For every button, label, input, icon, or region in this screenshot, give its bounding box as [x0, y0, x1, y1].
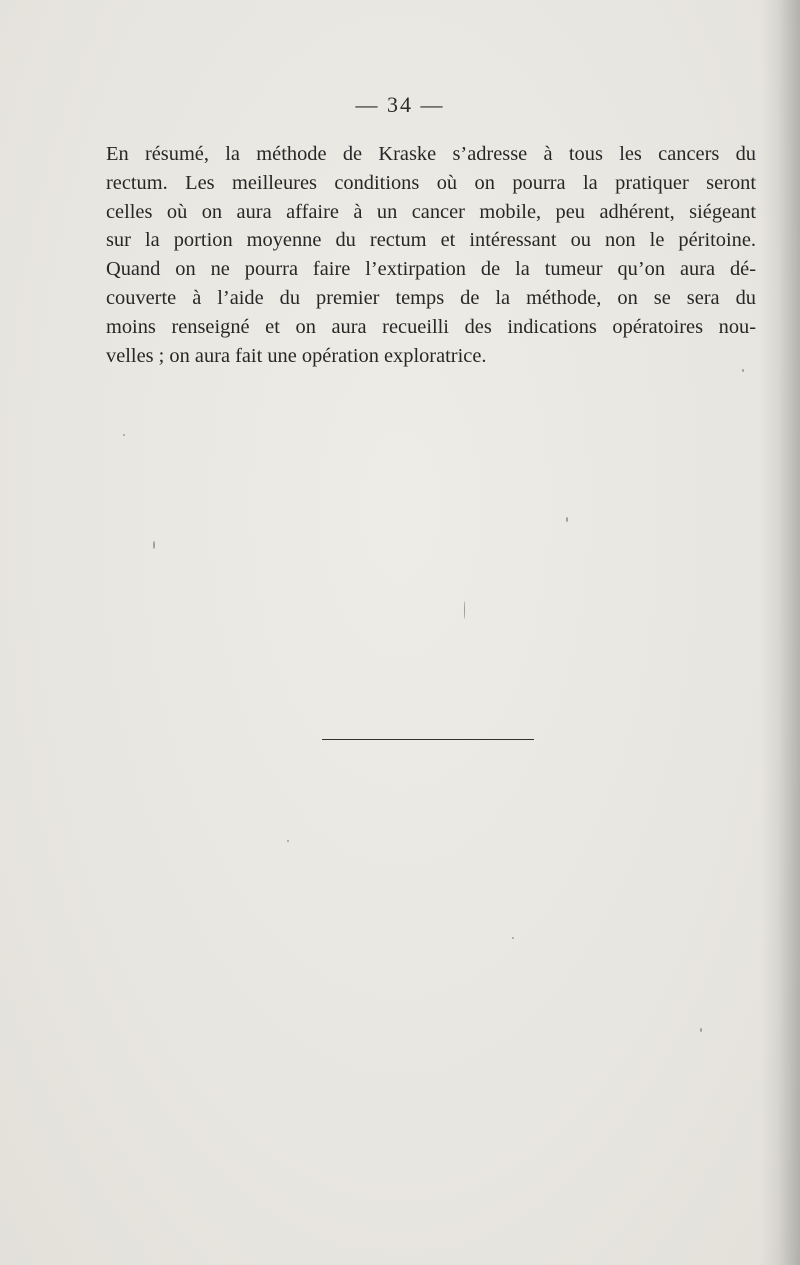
paragraph-line: couverte à l’aide du premier temps de la méthode, on se sera du: [106, 286, 756, 309]
paragraph-line: En résumé, la méthode de Kraske s’adresse à tous les cancers du: [106, 143, 756, 165]
paper-speck: [153, 541, 155, 549]
page-edge-shadow: [760, 0, 800, 1265]
paragraph-line: sur la portion moyenne du rectum et intéressant ou non le péritoine.: [106, 229, 756, 252]
page-number: — 34 —: [355, 92, 445, 117]
paper-speck: [512, 937, 514, 939]
paper-speck: [123, 434, 125, 436]
paragraph-line: Quand on ne pourra faire l’extirpation de la tumeur qu’on aura dé-: [106, 258, 756, 281]
paper-speck: [700, 1028, 702, 1032]
paragraph: [106, 140, 756, 370]
paper-speck: [742, 369, 744, 372]
paper-speck: [464, 601, 465, 619]
paragraph-line: celles où on aura affaire à un cancer mobile, peu adhérent, siégeant: [106, 200, 756, 223]
section-separator-rule: [322, 739, 534, 740]
paragraph-line: rectum. Les meilleures conditions où on pourra la pratiquer seront: [106, 171, 756, 194]
paragraph-line: velles ; on aura fait une opération exploratrice.: [106, 344, 487, 367]
paragraph-line: moins renseigné et on aura recueilli des indications opératoires nou-: [106, 315, 756, 338]
paper-speck: [566, 517, 568, 522]
paper-speck: [287, 840, 289, 842]
